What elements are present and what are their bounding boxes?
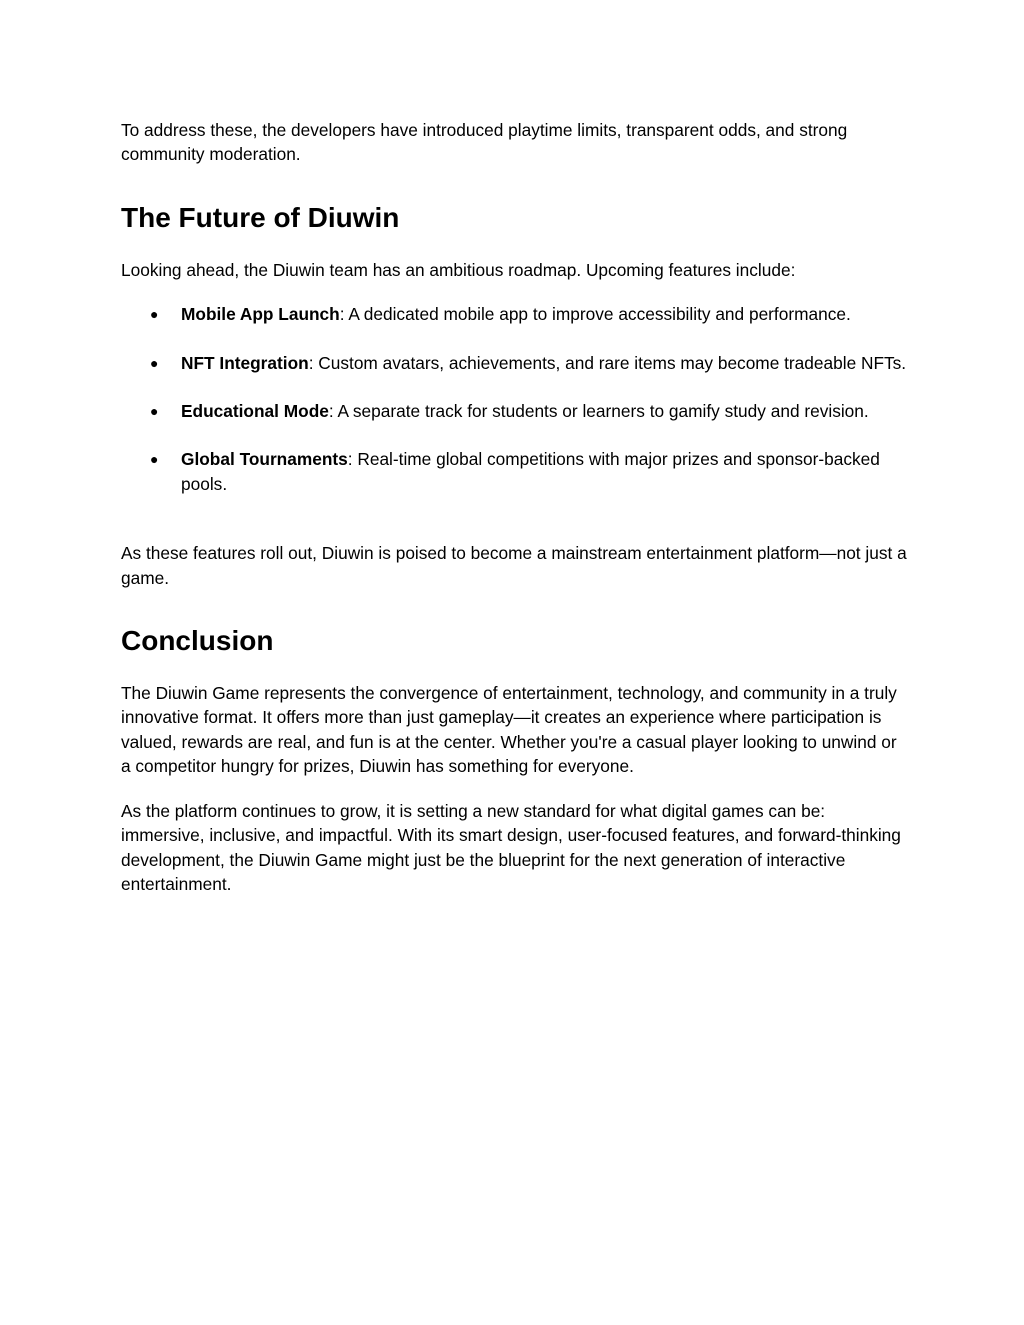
list-item: [121, 399, 911, 423]
rollout-paragraph: As these features roll out, Diuwin is poised to become a mainstream entertainment platform—not just a game.: [121, 543, 907, 588]
intro-paragraph: To address these, the developers have introduced playtime limits, transparent odds, and strong community moderation.: [121, 120, 848, 165]
feature-description: : A separate track for students or learners to gamify study and revision.: [328, 401, 869, 422]
list-item: [121, 351, 911, 375]
list-item: [121, 302, 911, 326]
feature-title: Mobile App Launch: [181, 304, 340, 325]
feature-description: : A dedicated mobile app to improve accessibility and performance.: [339, 304, 851, 325]
conclusion-paragraph-1: The Diuwin Game represents the convergence of entertainment, technology, and community in a truly innovative format. It offers more than just gameplay—it creates an experience where participation is valued, rewards are real, and fun is at the center. Whether you're a casual player looking to unwind or a competitor hungry for prizes, Diuwin has something for everyone.: [121, 683, 897, 777]
conclusion-paragraph-2: As the platform continues to grow, it is setting a new standard for what digital games can be: immersive, inclusive, and impactful. With its smart design, user-focused features, and forward-thinking development, the Diuwin Game might just be the blueprint for the next generation of interactive entertainment.: [121, 800, 901, 894]
bullet-icon: ●: [150, 451, 159, 468]
feature-description: : Real-time global competitions with major prizes and sponsor-backed pools.: [181, 449, 880, 494]
document-page: [121, 118, 911, 896]
feature-description: : Custom avatars, achievements, and rare items may become tradeable NFTs.: [308, 352, 907, 373]
feature-title: Educational Mode: [181, 401, 329, 422]
feature-title: NFT Integration: [181, 352, 309, 373]
feature-list: [121, 302, 911, 496]
bullet-icon: ●: [150, 403, 159, 420]
future-heading: The Future of Diuwin: [121, 201, 400, 233]
conclusion-heading: Conclusion: [121, 625, 274, 657]
bullet-icon: ●: [150, 306, 159, 323]
bullet-icon: ●: [150, 354, 159, 371]
feature-title: Global Tournaments: [181, 449, 348, 470]
list-item: [121, 447, 911, 496]
roadmap-lead-paragraph: Looking ahead, the Diuwin team has an ambitious roadmap. Upcoming features include:: [121, 259, 796, 280]
